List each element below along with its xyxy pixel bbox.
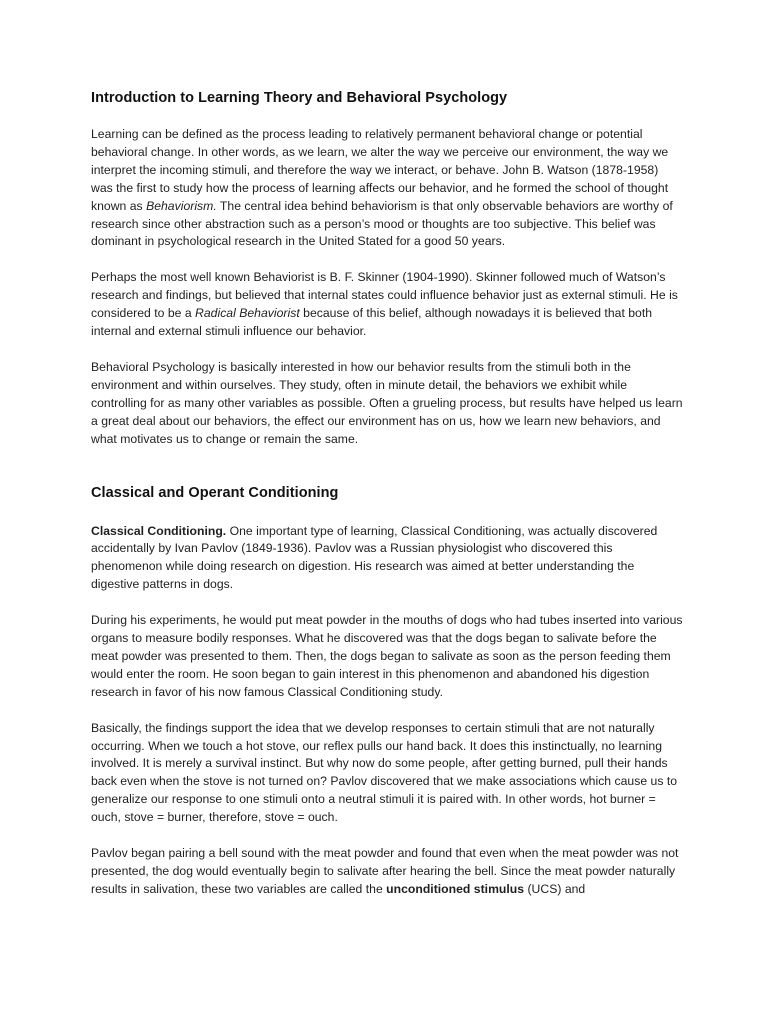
- paragraph-text: Pavlov began pairing a bell sound with the meat powder and found that even when the meat powder was not presented, the dog would eventually begin to salivate after hearing the bell. Since the meat powder naturally results in salivation, these two variables are called the: [91, 846, 679, 896]
- paragraph-skinner: [91, 269, 683, 341]
- paragraph-findings: Basically, the findings support the idea that we develop responses to certain stimuli that are not naturally occurring. When we touch a hot stove, our reflex pulls our hand back. It does this instinctually, no learning involved. It is merely a survival instinct. But why now do some people, after getting burned, pull their hands back even when the stove is not turned on? Pavlov discovered that we make associations which cause us to generalize our response to one stimuli onto a neutral stimuli it is paired with. In other words, hot burner = ouch, stove = burner, therefore, stove = ouch.: [91, 720, 678, 825]
- document-title: Introduction to Learning Theory and Behavioral Psychology: [91, 90, 508, 106]
- bold-term-classical-conditioning: Classical Conditioning.: [91, 523, 227, 538]
- paragraph-text: Learning can be defined as the process leading to relatively permanent behavioral change or potential behavioral change. In other words, as we learn, we alter the way we perceive our environment, the way we interpret the incoming stimuli, and therefore the way we interact, or behave. John B. Watson (1878-1958) was the first to study how the process of learning affects our behavior, and he formed the school of thought known as: [91, 127, 669, 213]
- paragraph-bell-pairing: [91, 845, 683, 899]
- paragraph-text: (UCS) and: [524, 881, 586, 896]
- paragraph-text: The central idea behind behaviorism is that only observable behaviors are worthy of research since other abstraction such as a person’s mood or thoughts are too subjective. This belief was dominant in psychological research in the United Stated for a good 50 years.: [91, 198, 673, 249]
- paragraph-classical-conditioning: [91, 523, 683, 595]
- paragraph-behavioral-psychology: Behavioral Psychology is basically interested in how our behavior results from the stimuli both in the environment and within ourselves. They study, often in minute detail, the behaviors we exhibit while controlling for as many other variables as possible. Often a grueling process, but results have helped us learn a great deal about our behaviors, the effect our environment has on us, how we learn new behaviors, and what motivates us to change or remain the same.: [91, 359, 683, 446]
- paragraph-learning-definition: [91, 126, 683, 251]
- paragraph-text: One important type of learning, Classical Conditioning, was actually discovered accidentally by Ivan Pavlov (1849-1936). Pavlov was a Russian physiologist who discovered this phenomenon while doing research on digestion. His research was aimed at better understanding the digestive patterns in dogs.: [91, 523, 658, 592]
- paragraph-pavlov-experiments: During his experiments, he would put meat powder in the mouths of dogs who had tubes inserted into various organs to measure bodily responses. What he discovered was that the dogs began to salivate before the meat powder was presented to them. Then, the dogs began to salivate as soon as the person feeding them would enter the room. He soon began to gain interest in this phenomenon and abandoned his digestion research in favor of his now famous Classical Conditioning study.: [91, 613, 683, 699]
- bold-term-unconditioned-stimulus: unconditioned stimulus: [386, 881, 525, 896]
- paragraph-text: Perhaps the most well known Behaviorist is B. F. Skinner (1904-1990). Skinner followed much of Watson’s research and findings, but believed that internal states could influence behavior just as external stimuli. He is considered to be a: [91, 270, 678, 321]
- section-heading-conditioning: Classical and Operant Conditioning: [91, 484, 339, 501]
- document-page: [91, 90, 683, 899]
- paragraph-text: because of this belief, although nowadays it is believed that both internal and external stimuli influence our behavior.: [91, 306, 653, 339]
- italic-term-radical-behaviorist: Radical Behaviorist: [195, 306, 300, 321]
- italic-term-behaviorism: Behaviorism.: [146, 198, 217, 213]
